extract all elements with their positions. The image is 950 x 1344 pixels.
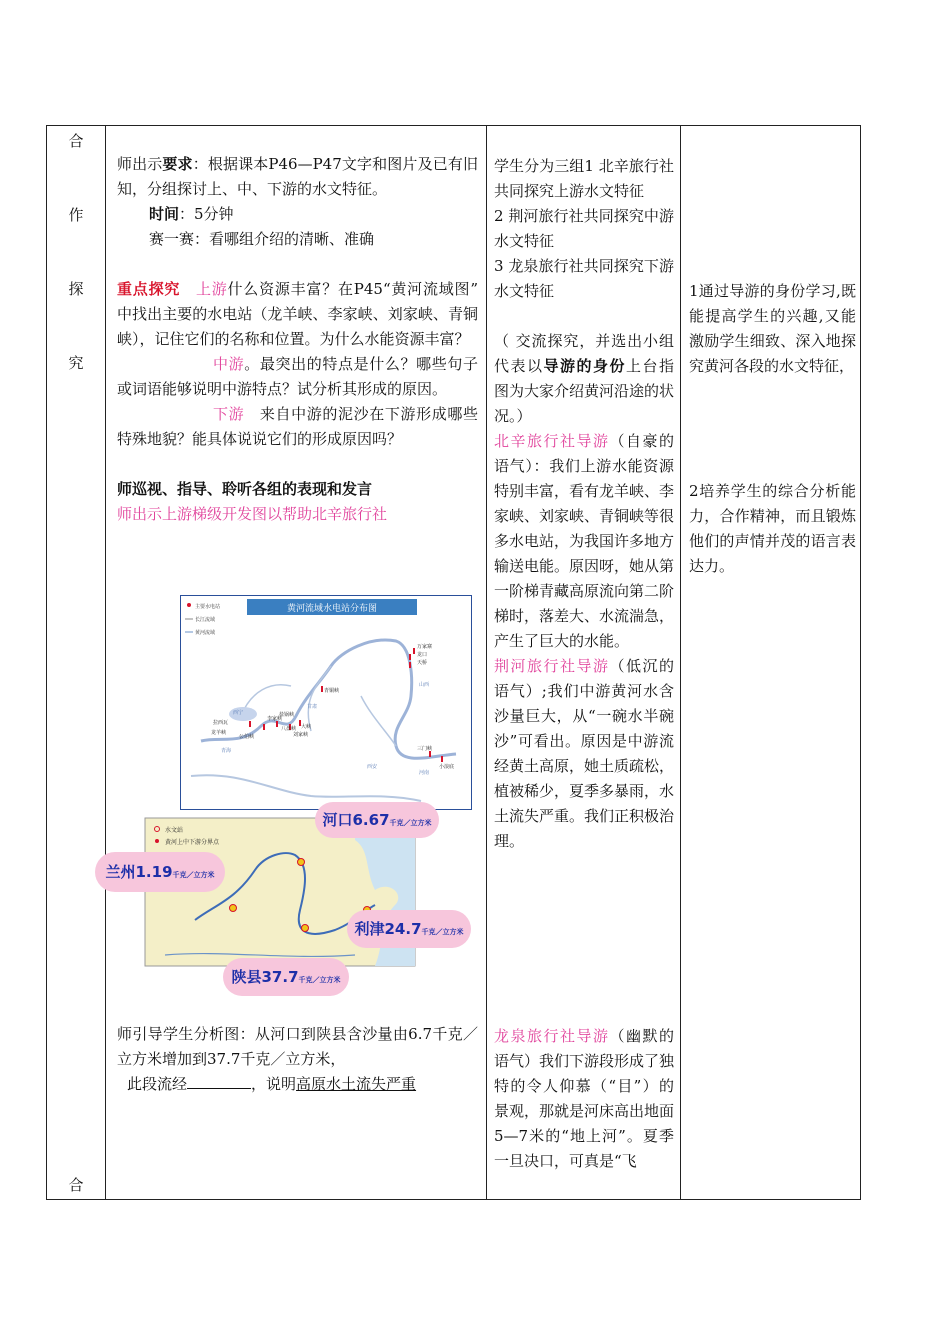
stage-char: 合 <box>68 132 84 150</box>
requirement-paragraph: 师出示要求：根据课本P46—P47文字和图片及已有旧知，分组探讨上、中、下游的水文特征。 <box>117 155 478 198</box>
sediment-bubble-lanzhou: 兰州1.19千克／立方米 <box>95 852 225 892</box>
place-label: 大峡 <box>301 724 312 730</box>
groups-line-2: 2 荆河旅行社共同探究中游水文特征 <box>494 207 674 250</box>
aim-paragraph-1: 1通过导游的身份学习,既能提高学生的兴趣,又能激励学生细致、深入地探究黄河各段的水文特征， <box>689 282 856 375</box>
place-label: 青海 <box>221 748 232 754</box>
place-label: 河南 <box>419 770 430 776</box>
station-marker-icon <box>230 905 237 912</box>
place-label: 万家寨 <box>417 644 433 650</box>
beixin-guide-paragraph: 北辛旅行社导游（自豪的语气）：我们上游水能资源特别丰富，看有龙羊峡、李家峡、刘家峡、青铜峡等很多水电站，为我国许多地方输送电能。原因呀，她从第一阶梯青藏高原流向第二阶梯时，落差大、水流湍急，产生了巨大的水能。 <box>494 432 675 650</box>
stage-column <box>47 126 105 1199</box>
middle-reach-paragraph: 中游。最突出的特点是什么？哪些句子或词语能够说明中游特点？试分析其形成的原因。 <box>117 355 478 398</box>
place-label: 青铜峡 <box>324 688 340 694</box>
lesson-table <box>46 125 861 1200</box>
patrol-line: 师巡视、指导、聆听各组的表现和发言 <box>117 480 373 498</box>
map-title: 黄河流域水电站分布图 <box>286 604 378 614</box>
place-label: 小浪底 <box>439 764 455 770</box>
lower-reach-paragraph: 下游 来自中游的泥沙在下游形成哪些特殊地貌？能具体说说它们的形成原因吗？ <box>117 405 478 448</box>
place-label: 公伯峡 <box>239 734 255 740</box>
guide-conclusion: 此段流经 ，说明高原水土流失严重 <box>127 1075 417 1093</box>
legend-item: 黄河上中下游分界点 <box>165 839 220 846</box>
place-label: 甘肃 <box>307 704 318 710</box>
hydropower-map-graphic <box>181 596 471 809</box>
hydropower-map <box>180 595 472 810</box>
compete-line: 赛一赛：看哪组介绍的清晰、准确 <box>149 230 375 248</box>
time-line: 时间：5分钟 <box>149 205 234 223</box>
stage-char: 作 <box>68 206 84 224</box>
exchange-paragraph: （ 交流探究，并选出小组代表以导游的身份上台指图为大家介绍黄河沿途的状况。） <box>494 332 675 425</box>
legend-item: 主要水电站 <box>195 604 221 610</box>
longquan-guide-paragraph: 龙泉旅行社导游（幽默的语气）我们下游段形成了独特的令人仰慕（“目”）的景观，那就是河床高出地面5—7米的“地上河”。夏季一旦决口，可真是“飞 <box>494 1027 675 1170</box>
design-intent-column <box>680 126 862 1199</box>
legend-boundary-icon <box>155 839 159 843</box>
upper-reach-paragraph: 重点探究 上游什么资源丰富？在P45“黄河流域图” 中找出主要的水电站（龙羊峡、李家峡、刘家峡、青铜峡），记住它们的名称和位置。为什么水能资源丰富？ <box>117 280 478 348</box>
place-label: 盐锅峡 <box>279 712 295 718</box>
place-label: 山西 <box>419 682 430 688</box>
aim-paragraph-2: 2培养学生的综合分析能力，合作精神，而且锻炼他们的声情并茂的语言表达力。 <box>689 482 856 575</box>
place-label: 李家峡 <box>267 716 283 722</box>
groups-line-1: 学生分为三组1 北辛旅行社共同探究上游水文特征 <box>494 157 674 200</box>
legend-dot-icon <box>187 603 191 607</box>
answer-blank <box>187 1074 251 1089</box>
station-marker-icon <box>298 859 305 866</box>
groups-line-3: 3 龙泉旅行社共同探究下游水文特征 <box>494 257 674 300</box>
station-marker-icon <box>302 925 309 932</box>
tributary-line <box>241 666 396 746</box>
legend-item: 水文站 <box>165 827 184 834</box>
place-label: 拉西瓦 <box>213 720 229 726</box>
teacher-activity-column <box>105 126 486 1199</box>
legend-item: 长江流域 <box>195 617 216 623</box>
place-label: 龙羊峡 <box>211 730 227 736</box>
sediment-bubble-shanxian: 陕县37.7千克／立方米 <box>223 958 349 996</box>
place-label: 龙口 <box>417 652 428 658</box>
student-activity-column <box>486 126 680 1199</box>
place-label: 天桥 <box>417 660 428 666</box>
legend-item: 黄河流域 <box>195 630 216 636</box>
stage-char: 究 <box>68 354 84 372</box>
tributary-line <box>191 775 421 801</box>
guide-paragraph: 师引导学生分析图：从河口到陕县含沙量由6.7千克／立方米增加到37.7千克／立方米， <box>117 1025 478 1068</box>
show-map-line: 师出示上游梯级开发图以帮助北辛旅行社 <box>117 505 388 523</box>
sediment-map <box>105 810 475 1002</box>
stage-char: 探 <box>68 280 84 298</box>
place-label: 三门峡 <box>417 746 433 752</box>
place-label: 西安 <box>367 764 378 770</box>
jinghe-guide-paragraph: 荆河旅行社导游（低沉的语气）;我们中游黄河水含沙量巨大，从“一碗水半碗沙”可看出。原因是中游流经黄土高原，她土质疏松，植被稀少，夏季多暴雨，水土流失严重。我们正积极治理。 <box>494 657 675 850</box>
place-label: 八盘峡 <box>281 726 297 732</box>
sediment-bubble-hekou: 河口6.67千克／立方米 <box>315 802 439 838</box>
station-markers <box>249 648 443 762</box>
sediment-bubble-lijin: 利津24.7千克／立方米 <box>347 910 471 948</box>
place-label: 刘家峡 <box>293 732 309 738</box>
place-label: 西宁 <box>233 710 244 716</box>
stage-char: 合 <box>68 1176 84 1194</box>
